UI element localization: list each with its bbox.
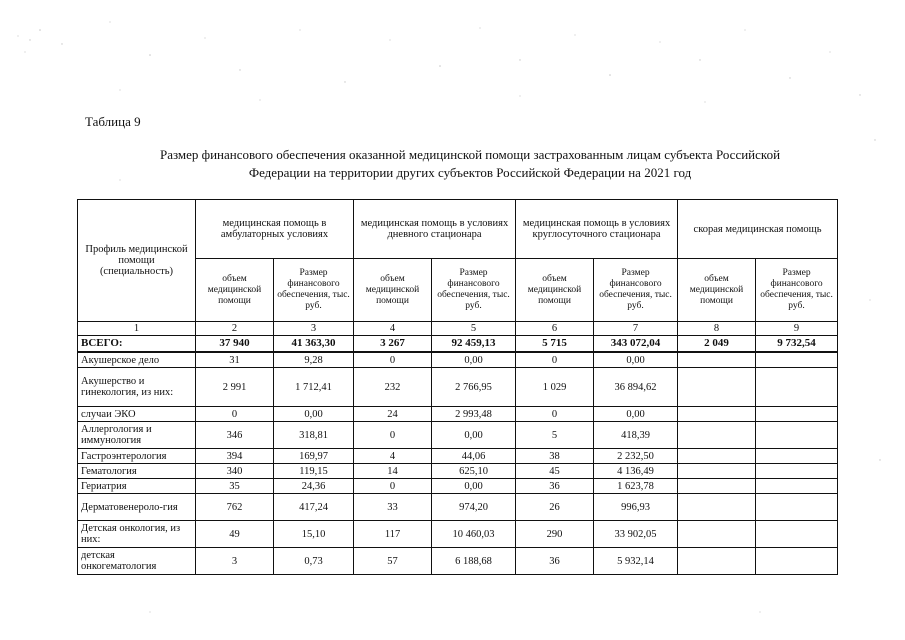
table-label: Таблица 9 bbox=[85, 114, 141, 129]
cell: 2 993,48 bbox=[432, 407, 516, 422]
row-label: Аллергология и иммунология bbox=[78, 422, 196, 449]
row-label: Гериатрия bbox=[78, 479, 196, 494]
cell bbox=[756, 548, 838, 575]
cell: 92 459,13 bbox=[432, 336, 516, 353]
cell bbox=[756, 464, 838, 479]
cell: 343 072,04 bbox=[594, 336, 678, 353]
cell: 974,20 bbox=[432, 494, 516, 521]
table-row bbox=[78, 407, 838, 422]
row-label: детская онкогематология bbox=[78, 548, 196, 575]
cell: 57 bbox=[354, 548, 432, 575]
cell: 762 bbox=[196, 494, 274, 521]
cell: 45 bbox=[516, 464, 594, 479]
cell: 290 bbox=[516, 521, 594, 548]
row-label: Дерматовенероло-гия bbox=[78, 494, 196, 521]
cell: 44,06 bbox=[432, 449, 516, 464]
header-volume: объем медицинской помощи bbox=[354, 259, 432, 322]
cell: 5 bbox=[516, 422, 594, 449]
table-row bbox=[78, 368, 838, 407]
header-amount: Размер финансового обеспечения, тыс. руб. bbox=[756, 259, 838, 322]
cell: 417,24 bbox=[274, 494, 354, 521]
cell bbox=[756, 422, 838, 449]
cell: 14 bbox=[354, 464, 432, 479]
column-number: 9 bbox=[756, 322, 838, 336]
cell: 340 bbox=[196, 464, 274, 479]
header-profile: Профиль медицинской помощи (специальность) bbox=[78, 200, 196, 322]
cell: 24 bbox=[354, 407, 432, 422]
cell: 36 894,62 bbox=[594, 368, 678, 407]
title-line-2: Федерации на территории других субъектов Российской Федерации на 2021 год bbox=[248, 165, 692, 180]
header-volume: объем медицинской помощи bbox=[196, 259, 274, 322]
cell bbox=[678, 407, 756, 422]
cell: 49 bbox=[196, 521, 274, 548]
cell bbox=[756, 521, 838, 548]
cell: 26 bbox=[516, 494, 594, 521]
header-amount: Размер финансового обеспечения, тыс. руб. bbox=[432, 259, 516, 322]
cell: 38 bbox=[516, 449, 594, 464]
column-number: 8 bbox=[678, 322, 756, 336]
cell: 0,73 bbox=[274, 548, 354, 575]
cell bbox=[678, 548, 756, 575]
column-number: 3 bbox=[274, 322, 354, 336]
cell: 0 bbox=[354, 422, 432, 449]
header-day-hospital: медицинская помощь в условиях дневного стационара bbox=[354, 200, 516, 259]
cell: 625,10 bbox=[432, 464, 516, 479]
row-label: Акушерство и гинекология, из них: bbox=[78, 368, 196, 407]
table-row bbox=[78, 464, 838, 479]
row-label: случаи ЭКО bbox=[78, 407, 196, 422]
cell: 2 766,95 bbox=[432, 368, 516, 407]
cell: 3 267 bbox=[354, 336, 432, 353]
header-outpatient: медицинская помощь в амбулаторных условиях bbox=[196, 200, 354, 259]
cell: 9,28 bbox=[274, 352, 354, 368]
cell bbox=[678, 479, 756, 494]
table-row bbox=[78, 521, 838, 548]
cell: 1 029 bbox=[516, 368, 594, 407]
cell: 394 bbox=[196, 449, 274, 464]
cell bbox=[678, 352, 756, 368]
cell: 24,36 bbox=[274, 479, 354, 494]
column-number: 7 bbox=[594, 322, 678, 336]
cell: 2 991 bbox=[196, 368, 274, 407]
cell: 35 bbox=[196, 479, 274, 494]
cell: 9 732,54 bbox=[756, 336, 838, 353]
cell bbox=[678, 494, 756, 521]
cell: 0,00 bbox=[432, 422, 516, 449]
cell: 2 232,50 bbox=[594, 449, 678, 464]
cell: 41 363,30 bbox=[274, 336, 354, 353]
row-label: Акушерское дело bbox=[78, 352, 196, 368]
cell: 4 136,49 bbox=[594, 464, 678, 479]
cell: 5 715 bbox=[516, 336, 594, 353]
header-inpatient: медицинская помощь в условиях круглосуточного стационара bbox=[516, 200, 678, 259]
cell: 0 bbox=[516, 352, 594, 368]
table-row bbox=[78, 449, 838, 464]
column-number: 6 bbox=[516, 322, 594, 336]
column-number: 5 bbox=[432, 322, 516, 336]
table-row bbox=[78, 494, 838, 521]
cell: 0,00 bbox=[274, 407, 354, 422]
cell bbox=[678, 449, 756, 464]
cell: 37 940 bbox=[196, 336, 274, 353]
cell: 6 188,68 bbox=[432, 548, 516, 575]
title-line-1: Размер финансового обеспечения оказанной медицинской помощи застрахованным лицам субъекта Российской bbox=[159, 147, 781, 162]
cell: 1 623,78 bbox=[594, 479, 678, 494]
cell bbox=[756, 352, 838, 368]
financing-table bbox=[77, 199, 838, 575]
cell: 418,39 bbox=[594, 422, 678, 449]
cell: 0 bbox=[516, 407, 594, 422]
cell: 36 bbox=[516, 479, 594, 494]
cell: 318,81 bbox=[274, 422, 354, 449]
row-label: Детская онкология, из них: bbox=[78, 521, 196, 548]
cell bbox=[678, 368, 756, 407]
table-row-total bbox=[78, 336, 838, 353]
cell: 0,00 bbox=[432, 352, 516, 368]
header-volume: объем медицинской помощи bbox=[678, 259, 756, 322]
header-volume: объем медицинской помощи bbox=[516, 259, 594, 322]
column-number: 4 bbox=[354, 322, 432, 336]
cell bbox=[756, 368, 838, 407]
row-label: Гематология bbox=[78, 464, 196, 479]
table-row bbox=[78, 422, 838, 449]
cell bbox=[756, 494, 838, 521]
header-amount: Размер финансового обеспечения, тыс. руб. bbox=[274, 259, 354, 322]
cell: 33 902,05 bbox=[594, 521, 678, 548]
cell bbox=[756, 479, 838, 494]
cell: 4 bbox=[354, 449, 432, 464]
cell: 15,10 bbox=[274, 521, 354, 548]
cell: 232 bbox=[354, 368, 432, 407]
cell: 5 932,14 bbox=[594, 548, 678, 575]
cell: 117 bbox=[354, 521, 432, 548]
table-row bbox=[78, 479, 838, 494]
cell bbox=[678, 521, 756, 548]
cell: 996,93 bbox=[594, 494, 678, 521]
cell: 2 049 bbox=[678, 336, 756, 353]
cell: 3 bbox=[196, 548, 274, 575]
table-row bbox=[78, 548, 838, 575]
cell: 33 bbox=[354, 494, 432, 521]
table-row bbox=[78, 352, 838, 368]
cell bbox=[678, 422, 756, 449]
cell: 0,00 bbox=[594, 407, 678, 422]
cell: 169,97 bbox=[274, 449, 354, 464]
cell: 0 bbox=[196, 407, 274, 422]
cell: 1 712,41 bbox=[274, 368, 354, 407]
cell: 0,00 bbox=[594, 352, 678, 368]
document-title bbox=[100, 146, 840, 182]
header-ambulance: скорая медицинская помощь bbox=[678, 200, 838, 259]
cell bbox=[756, 407, 838, 422]
cell: 31 bbox=[196, 352, 274, 368]
cell: 10 460,03 bbox=[432, 521, 516, 548]
row-label: Гастроэнтерология bbox=[78, 449, 196, 464]
cell bbox=[678, 464, 756, 479]
cell: 346 bbox=[196, 422, 274, 449]
cell bbox=[756, 449, 838, 464]
cell: 36 bbox=[516, 548, 594, 575]
cell: 119,15 bbox=[274, 464, 354, 479]
column-number: 2 bbox=[196, 322, 274, 336]
cell: 0,00 bbox=[432, 479, 516, 494]
row-label: ВСЕГО: bbox=[78, 336, 196, 353]
column-number: 1 bbox=[78, 322, 196, 336]
cell: 0 bbox=[354, 352, 432, 368]
cell: 0 bbox=[354, 479, 432, 494]
header-amount: Размер финансового обеспечения, тыс. руб. bbox=[594, 259, 678, 322]
